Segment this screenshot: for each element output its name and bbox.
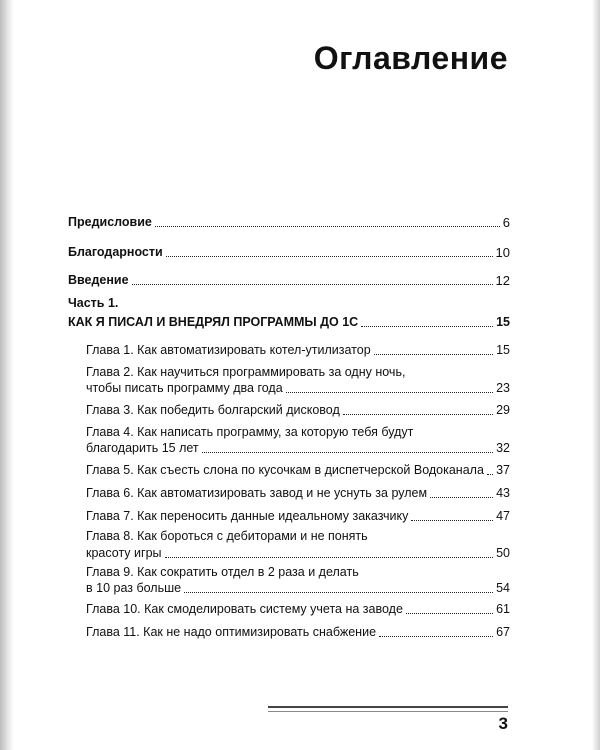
toc-entry-chapter-11[interactable] — [86, 624, 510, 641]
toc-entry-label: красоту игры — [86, 546, 162, 560]
toc-entry-chapter-4[interactable] — [86, 440, 510, 457]
toc-entry-chapter-8[interactable] — [86, 545, 510, 562]
dot-leader — [361, 326, 493, 327]
toc-entry-chapter-2-line1: Глава 2. Как научиться программировать за одну ночь, — [86, 365, 406, 379]
dot-leader — [379, 636, 493, 637]
toc-entry-chapter-8-line1: Глава 8. Как бороться с дебиторами и не понять — [86, 529, 368, 543]
toc-entry-chapter-9-line1: Глава 9. Как сократить отдел в 2 раза и делать — [86, 565, 359, 579]
toc-entry-page: 29 — [496, 403, 510, 417]
toc-entry-label: в 10 раз больше — [86, 581, 182, 595]
dot-leader — [430, 497, 493, 498]
toc-entry-label: Глава 11. Как не надо оптимизировать снабжение — [86, 625, 377, 639]
toc-entry-page: 54 — [496, 581, 510, 595]
toc-entry-chapter-2[interactable] — [86, 380, 510, 397]
part-title: КАК Я ПИСАЛ И ВНЕДРЯЛ ПРОГРАММЫ ДО 1С — [68, 315, 359, 329]
toc-entry-chapter-5[interactable] — [86, 462, 510, 479]
toc-entry-acknowledgements[interactable] — [68, 244, 510, 261]
toc-entry-chapter-1[interactable] — [86, 342, 510, 359]
toc-entry-label: Глава 10. Как смоделировать систему учета на заводе — [86, 602, 403, 616]
dot-leader — [411, 520, 493, 521]
toc-entry-label: Глава 3. Как победить болгарский дисковод — [86, 403, 340, 417]
toc-entry-page: 67 — [496, 625, 510, 639]
footer-rule — [268, 706, 508, 712]
toc-entry-label: Глава 5. Как съесть слона по кусочкам в диспетчерской Водоканала — [86, 463, 484, 477]
toc-entry-label: Благодарности — [68, 245, 163, 259]
toc-entry-page: 47 — [496, 509, 510, 523]
dot-leader — [165, 557, 494, 558]
toc-entry-label: Введение — [68, 273, 129, 287]
dot-leader — [202, 452, 493, 453]
toc-entry-page: 50 — [496, 546, 510, 560]
toc-entry-label: чтобы писать программу два года — [86, 381, 283, 395]
toc-entry-chapter-9[interactable] — [86, 580, 510, 597]
toc-entry-label: Глава 7. Как переносить данные идеальному заказчику — [86, 509, 409, 523]
dot-leader — [374, 354, 493, 355]
toc-entry-page: 15 — [496, 343, 510, 357]
dot-leader — [406, 613, 493, 614]
toc-entry-page: 32 — [496, 441, 510, 455]
toc-entry-preface[interactable] — [68, 214, 510, 231]
scan-shadow-left — [0, 0, 14, 750]
dot-leader — [166, 256, 493, 257]
toc-entry-chapter-6[interactable] — [86, 485, 510, 502]
toc-entry-label: Глава 6. Как автоматизировать завод и не уснуть за рулем — [86, 486, 428, 500]
toc-entry-label: Предисловие — [68, 215, 152, 229]
part-label: Часть 1. — [68, 296, 119, 310]
dot-leader — [487, 474, 493, 475]
toc-entry-chapter-10[interactable] — [86, 601, 510, 618]
toc-entry-page: 10 — [495, 245, 510, 260]
toc-entry-label: Глава 1. Как автоматизировать котел-утилизатор — [86, 343, 371, 357]
toc-entry-page: 61 — [496, 602, 510, 616]
dot-leader — [286, 392, 493, 393]
toc-entry-label: благодарить 15 лет — [86, 441, 199, 455]
dot-leader — [132, 284, 493, 285]
page-title: Оглавление — [313, 40, 508, 76]
toc-entry-page: 12 — [495, 273, 510, 288]
toc-entry-chapter-7[interactable] — [86, 508, 510, 525]
scan-shadow-right — [592, 0, 600, 750]
toc-entry-chapter-4-line1: Глава 4. Как написать программу, за которую тебя будут — [86, 425, 414, 439]
dot-leader — [155, 226, 500, 227]
toc-entry-chapter-3[interactable] — [86, 402, 510, 419]
page-number: 3 — [498, 714, 508, 733]
dot-leader — [343, 414, 493, 415]
dot-leader — [184, 592, 493, 593]
toc-entry-page: 43 — [496, 486, 510, 500]
toc-entry-part-1[interactable] — [68, 314, 510, 331]
toc-entry-introduction[interactable] — [68, 272, 510, 289]
toc-entry-page: 23 — [496, 381, 510, 395]
toc-entry-page: 6 — [502, 215, 510, 230]
toc-entry-page: 37 — [496, 463, 510, 477]
toc-entry-page: 15 — [496, 315, 510, 329]
